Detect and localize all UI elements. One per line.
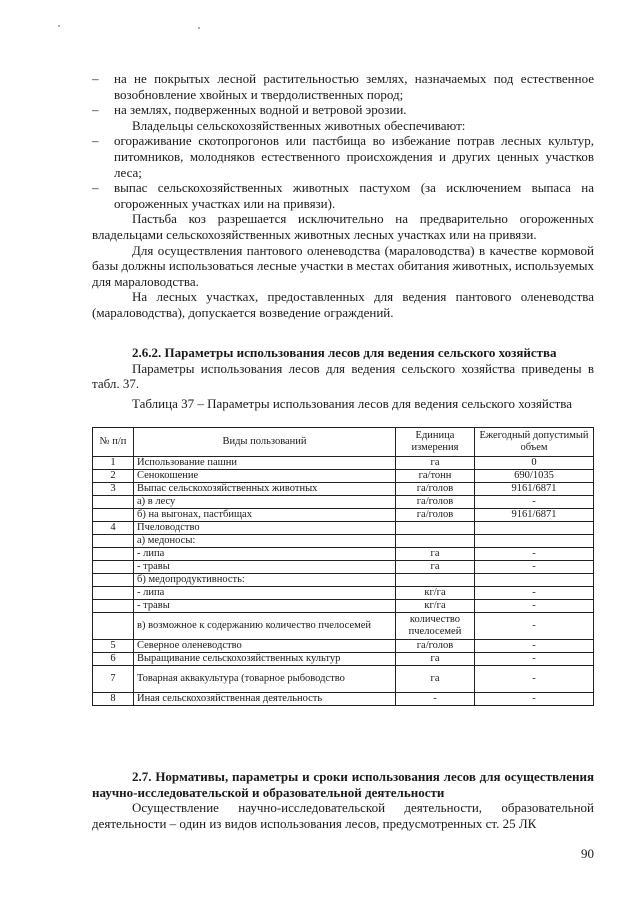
- table-header-cell: Виды пользований: [134, 428, 396, 457]
- section-262: [92, 345, 594, 392]
- bullet-item: – на не покрытых лесной растительностью землях, назначаемых под естественное возобновление хвойных и твердолиственных пород;: [92, 71, 594, 102]
- table-row: - липа га -: [93, 548, 594, 561]
- owners-intro: Владельцы сельскохозяйственных животных обеспечивают:: [132, 117, 466, 133]
- page-number: 90: [581, 846, 594, 861]
- paragraph-deer: Для осуществления пантового оленеводства (мараловодства) в качестве кормовой базы должны использоваться лесные участки в местах обитания животных, используемых для мараловодства.: [92, 242, 594, 289]
- paragraph-fence: На лесных участках, предоставленных для ведения пантового оленеводства (мараловодства), допускается возведение ограждений.: [92, 289, 594, 320]
- table-row: - травы кг/га -: [93, 600, 594, 613]
- bullet-item: – огораживание скотопрогонов или пастбища во избежание потрав лесных культур, питомников, молодняков естественного происхождения и других ценных участков леса;: [92, 133, 594, 180]
- scan-speck: [198, 27, 200, 29]
- section-27-text: Осуществление научно-исследовательской деятельности, образовательной деятельности – один из видов использования лесов, предусмотренных ст. 25 ЛК: [92, 800, 594, 831]
- table-header-cell: Единица измерения: [396, 428, 475, 457]
- table-caption: Таблица 37 – Параметры использования лесов для ведения сельского хозяйства: [132, 396, 573, 411]
- table-row: 3 Выпас сельскохозяйственных животных га/голов 9161/6871: [93, 483, 594, 496]
- bullet-item: – на землях, подверженных водной и ветровой эрозии.: [92, 102, 407, 118]
- table-header-cell: № п/п: [93, 428, 134, 457]
- table-row: а) медоносы:: [93, 535, 594, 548]
- table-row: 8 Иная сельскохозяйственная деятельность - -: [93, 693, 594, 706]
- table-row: - липа кг/га -: [93, 587, 594, 600]
- table-row: а) в лесу га/голов -: [93, 496, 594, 509]
- table-row: 1 Использование пашни га 0: [93, 457, 594, 470]
- text-block-top: [92, 71, 594, 321]
- table-row: 7 Товарная аквакультура (товарное рыбоводство га -: [93, 666, 594, 693]
- table-row: 6 Выращивание сельскохозяйственных культур га -: [93, 653, 594, 666]
- scan-speck: [58, 25, 60, 27]
- table-row: 4 Пчеловодство: [93, 522, 594, 535]
- table-row: - травы га -: [93, 561, 594, 574]
- table-row: б) медопродуктивность:: [93, 574, 594, 587]
- paragraph-goats: Пастьба коз разрешается исключительно на предварительно огороженных владельцами сельскохозяйственных животных лесных участках или на привязи.: [92, 211, 594, 242]
- section-27-heading: 2.7. Нормативы, параметры и сроки использования лесов для осуществления научно-исследовательской и образовательной деятельности: [92, 769, 594, 800]
- table-header-cell: Ежегодный допустимый объем: [475, 428, 594, 457]
- section-heading: 2.6.2. Параметры использования лесов для ведения сельского хозяйства: [132, 345, 557, 360]
- table-row: в) возможное к содержанию количество пчелосемей количество пчелосемей -: [93, 613, 594, 640]
- table-row: б) на выгонах, пастбищах га/голов 9161/6871: [93, 509, 594, 522]
- section-27: [92, 769, 594, 831]
- parameters-table: [92, 427, 594, 706]
- table-row: 2 Сенокошение га/тонн 690/1035: [93, 470, 594, 483]
- section-intro: Параметры использования лесов для ведения сельского хозяйства приведены в табл. 37.: [92, 360, 594, 392]
- table-caption-block: [92, 396, 594, 412]
- bullet-item: – выпас сельскохозяйственных животных пастухом (за исключением выпаса на огороженных участках или на привязи).: [92, 180, 594, 211]
- table-row: 5 Северное оленеводство га/голов -: [93, 640, 594, 653]
